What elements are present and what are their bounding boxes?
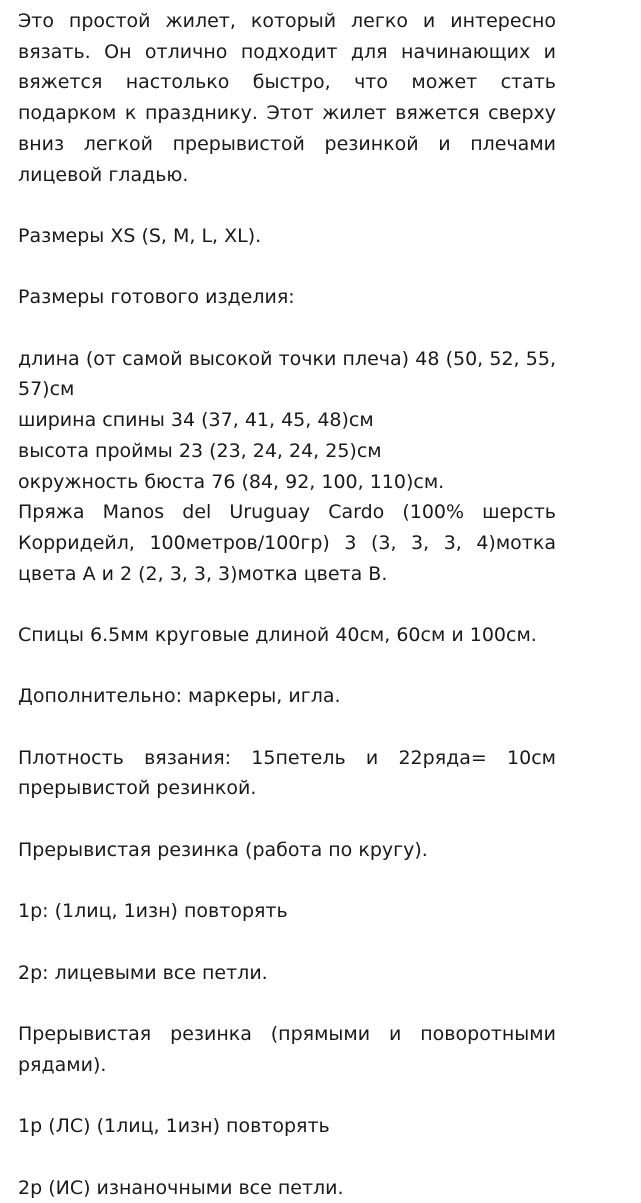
rib-flat-row-2: 2р (ИС) изнаночными все петли. <box>18 1176 344 1199</box>
spacer <box>18 866 556 897</box>
spacer <box>18 589 556 620</box>
rib-round-title: Прерывистая резинка (работа по кругу). <box>18 838 428 861</box>
spacer <box>18 190 556 221</box>
bust-line: окружность бюста 76 (84, 92, 100, 110)см. <box>18 470 445 493</box>
spacer <box>18 712 556 743</box>
spacer <box>18 313 556 344</box>
needles-line: Спицы 6.5мм круговые длиной 40см, 60см и 100см. <box>18 624 537 646</box>
spacer <box>18 804 556 835</box>
extras-line: Дополнительно: маркеры, игла. <box>18 685 341 708</box>
rib-round-row-1: 1р: (1лиц, 1изн) повторять <box>18 900 288 923</box>
yarn-paragraph: Пряжа Manos del Uruguay Cardo (100% шерсть Корридейл, 100метров/100гр) 3 (3, 3, 3, 4)мотка цвета A и 2 (2, 3, 3, 3)мотка цвета B. <box>18 501 556 585</box>
rib-round-row-2: 2р: лицевыми все петли. <box>18 961 268 984</box>
gauge-paragraph: Плотность вязания: 15петель и 22ряда= 10см прерывистой резинкой. <box>18 746 556 800</box>
spacer <box>18 651 556 682</box>
rib-flat-title: Прерывистая резинка (прямыми и поворотными рядами). <box>18 1023 556 1076</box>
sizes-line: Размеры XS (S, M, L, XL). <box>18 224 262 247</box>
length-line: длина (от самой высокой точки плеча) 48 (50, 52, 55, 57)см <box>18 347 556 401</box>
spacer <box>18 927 556 958</box>
back-width-line: ширина спины 34 (37, 41, 45, 48)см <box>18 409 374 432</box>
intro-paragraph: Это простой жилет, который легко и интересно вязать. Он отлично подходит для начинающих и вяжется настолько быстро, что может стать подарком к празднику. Этот жилет вяжется сверху вниз легкой прерывистой резинкой и плечами лицевой гладью. <box>18 10 556 186</box>
armhole-line: высота проймы 23 (23, 24, 24, 25)см <box>18 439 382 462</box>
rib-flat-row-1: 1р (ЛС) (1лиц, 1изн) повторять <box>18 1115 330 1138</box>
spacer <box>18 1142 556 1173</box>
spacer <box>18 988 556 1019</box>
document-body <box>18 6 556 1203</box>
spacer <box>18 1080 556 1111</box>
finished-sizes-title: Размеры готового изделия: <box>18 286 295 309</box>
spacer <box>18 252 556 283</box>
